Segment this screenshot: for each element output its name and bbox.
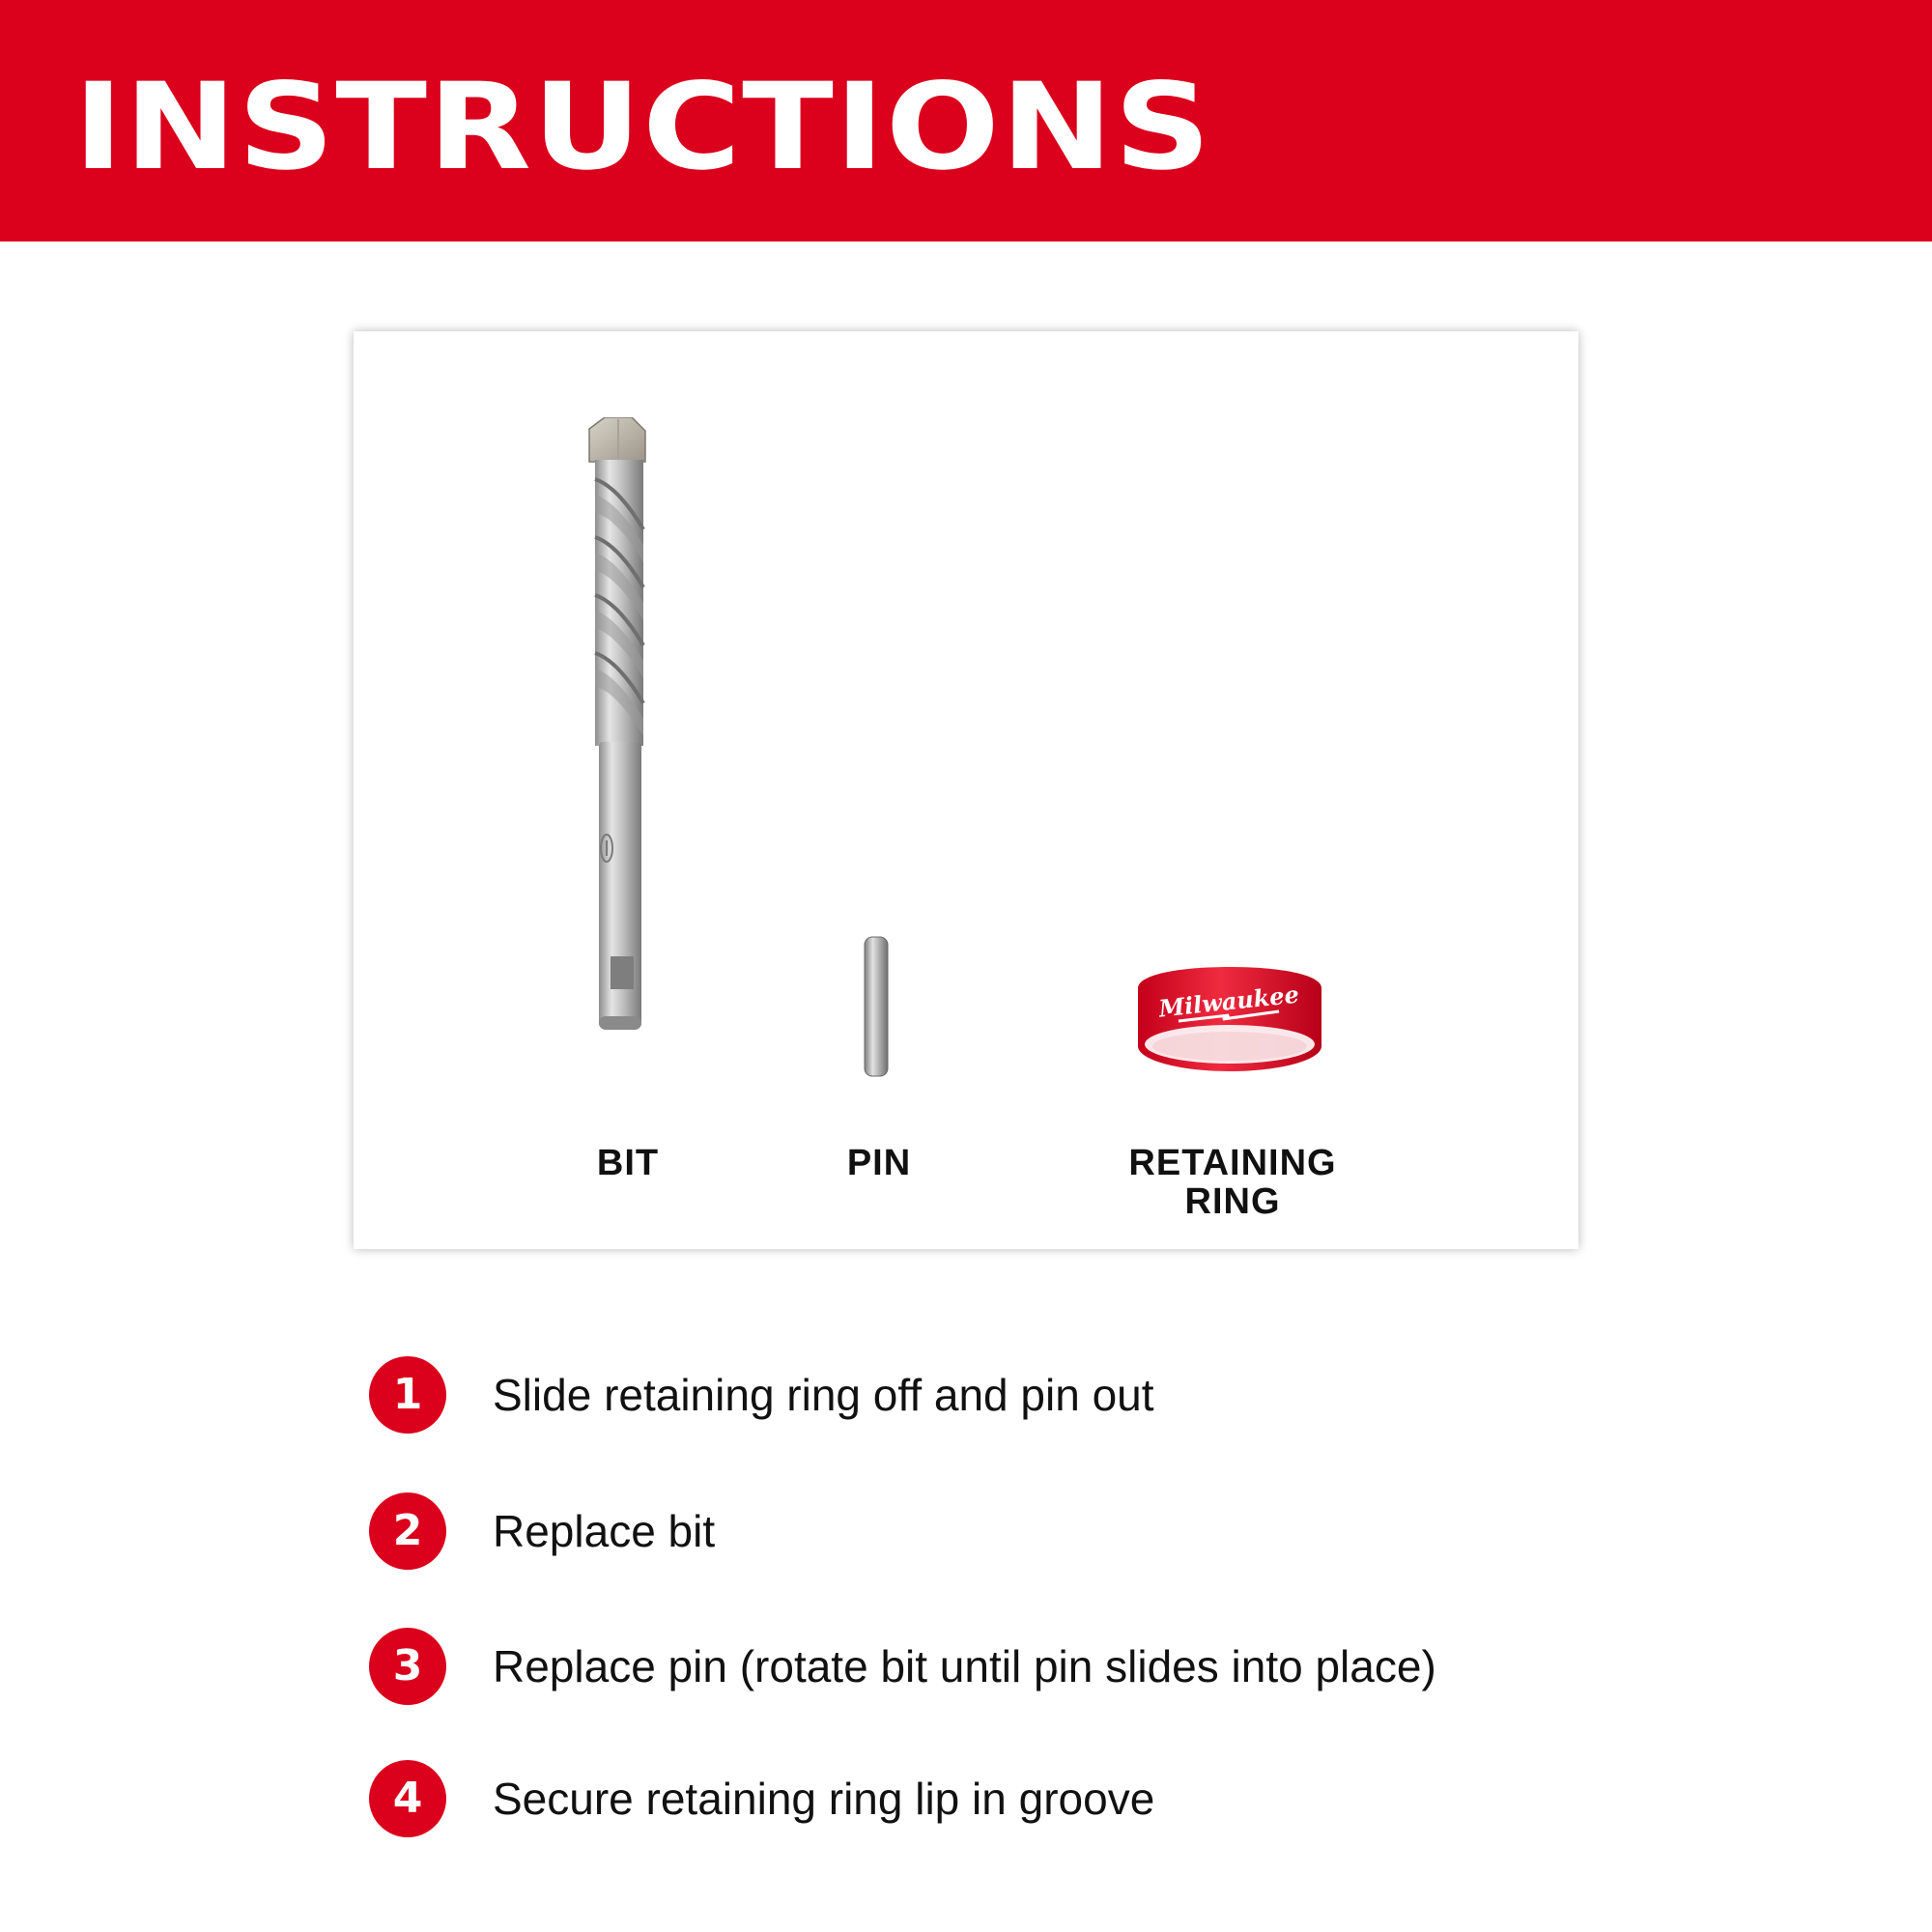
step-number-badge: 1 bbox=[369, 1356, 446, 1434]
step-2 bbox=[369, 1492, 1625, 1570]
svg-text:Milwaukee: Milwaukee bbox=[1157, 980, 1301, 1023]
step-number-badge: 2 bbox=[369, 1492, 446, 1570]
page-title: INSTRUCTIONS bbox=[73, 58, 1212, 197]
step-text: Slide retaining ring off and pin out bbox=[493, 1370, 1154, 1420]
step-text: Replace pin (rotate bit until pin slides into place) bbox=[493, 1641, 1436, 1691]
step-3 bbox=[369, 1628, 1625, 1705]
parts-panel bbox=[354, 331, 1578, 1249]
retaining-ring-icon bbox=[1134, 965, 1325, 1073]
step-number-badge: 4 bbox=[369, 1760, 446, 1837]
step-4 bbox=[369, 1760, 1625, 1837]
pin-icon bbox=[862, 935, 891, 1078]
part-label-retaining-ring: RETAINING RING bbox=[1128, 1143, 1337, 1222]
step-text: Secure retaining ring lip in groove bbox=[493, 1774, 1155, 1824]
step-1 bbox=[369, 1356, 1625, 1434]
step-number-badge: 3 bbox=[369, 1628, 446, 1705]
part-label-bit: BIT bbox=[596, 1143, 660, 1183]
step-text: Replace bit bbox=[493, 1506, 716, 1556]
header-banner bbox=[0, 0, 1932, 242]
part-label-pin: PIN bbox=[846, 1143, 912, 1183]
drill-bit-icon bbox=[583, 417, 661, 1036]
